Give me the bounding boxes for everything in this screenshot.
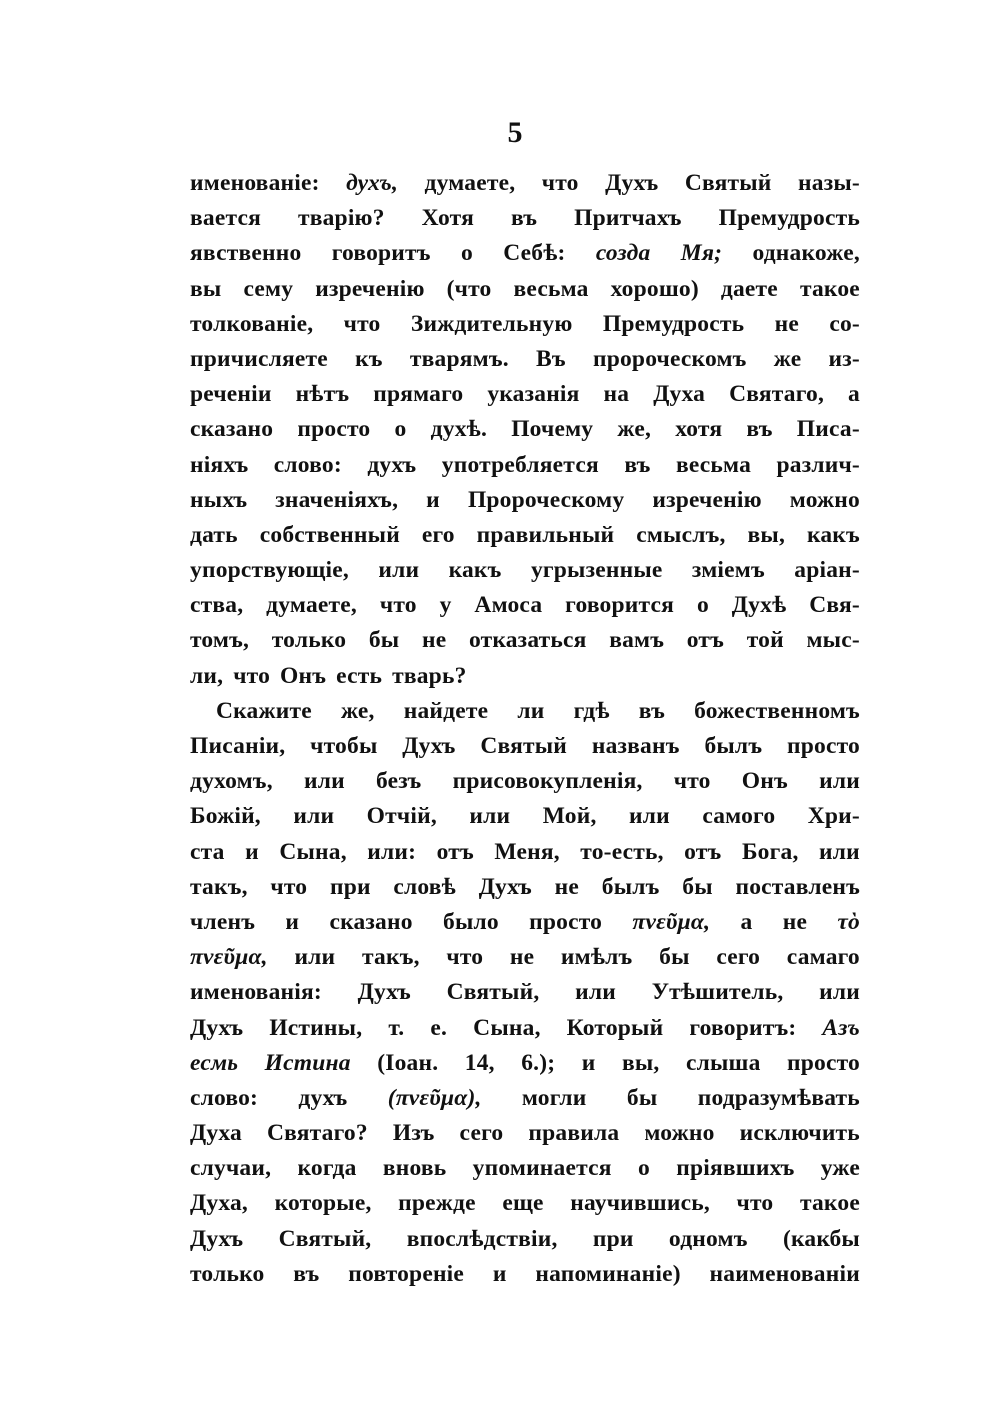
word: отказаться <box>468 627 587 654</box>
word: самаго <box>786 944 860 971</box>
word: вновь <box>382 1155 447 1182</box>
word: изреченію <box>315 275 425 302</box>
text-line <box>190 307 860 342</box>
word: той <box>746 627 784 654</box>
word: 6.); <box>521 1049 556 1076</box>
word: къ <box>355 345 383 372</box>
word: однакоже, <box>752 240 860 267</box>
word: Зиждительную <box>410 310 573 337</box>
word: думаете, <box>424 170 516 196</box>
word: въ <box>638 697 666 724</box>
word: просто <box>787 1049 860 1076</box>
word: бы <box>368 627 400 654</box>
text-line <box>190 729 860 764</box>
word: еще <box>502 1190 544 1217</box>
word: уже <box>820 1155 860 1182</box>
text-line <box>190 764 860 799</box>
word: и <box>492 1260 507 1287</box>
word: вы, <box>621 1049 660 1076</box>
word: не <box>509 944 535 971</box>
word: Мой, <box>542 803 597 830</box>
word: Притчахъ <box>574 205 682 232</box>
word: говоритъ <box>331 240 431 267</box>
word: Святаго? <box>266 1120 368 1147</box>
word: Святый, <box>446 979 540 1006</box>
word: Сына, <box>279 838 347 865</box>
word: 14, <box>464 1049 495 1076</box>
word: ли, <box>190 662 224 689</box>
word: Духъ <box>605 170 659 196</box>
text-line <box>190 483 860 518</box>
word: просто <box>529 908 603 935</box>
word: повтореніе <box>348 1260 465 1287</box>
text-line <box>190 694 860 729</box>
word: былъ <box>601 873 660 900</box>
text-line <box>190 870 860 905</box>
word: на <box>603 381 630 408</box>
word: есть <box>336 662 383 689</box>
word: что <box>541 170 579 196</box>
word: Истина <box>264 1049 351 1076</box>
text-line <box>190 975 860 1010</box>
word: или <box>293 803 335 830</box>
word: Святаго, <box>729 381 825 408</box>
word: впослѣдствіи, <box>406 1225 558 1252</box>
word: сего <box>716 944 761 971</box>
word: Мя; <box>680 240 723 267</box>
word: сказано <box>329 908 413 935</box>
word: только <box>271 627 347 654</box>
word: самого <box>702 803 776 830</box>
word: πνεῦμα, <box>190 944 268 971</box>
word: не <box>554 873 580 900</box>
page-number: 5 <box>507 116 523 149</box>
word: Премудрость <box>718 205 860 232</box>
word: есмь <box>190 1049 239 1076</box>
word: въ <box>293 1260 320 1287</box>
word: а <box>740 908 753 935</box>
word: было <box>443 908 499 935</box>
word: духѣ. <box>430 416 488 443</box>
text-line <box>190 342 860 377</box>
word: что <box>736 1190 774 1217</box>
word: весьма <box>675 451 752 478</box>
word: значеніяхъ, <box>275 486 399 513</box>
word: что <box>673 768 711 795</box>
word: из- <box>828 345 860 372</box>
word: подразумѣвать <box>697 1084 860 1111</box>
word: а <box>847 381 860 408</box>
word: или <box>469 803 511 830</box>
word: Духъ <box>190 1225 244 1252</box>
word: что <box>343 310 381 337</box>
word: духъ <box>298 1084 348 1111</box>
word: такое <box>799 1190 860 1217</box>
word: названъ <box>591 733 680 759</box>
word: ніяхъ <box>190 451 249 478</box>
word: Писаніи, <box>190 733 286 759</box>
word: напоминаніе) <box>535 1260 681 1287</box>
word: правила <box>528 1120 620 1147</box>
word: Скажите <box>216 697 312 724</box>
word: о <box>460 240 473 267</box>
word: чтобы <box>310 733 378 759</box>
word: мыс- <box>806 627 860 654</box>
word: или <box>378 557 420 584</box>
word: не <box>782 908 808 935</box>
word: смыслъ, <box>636 521 726 548</box>
word: могли <box>521 1084 587 1111</box>
text-line <box>190 1151 860 1186</box>
word: нѣтъ <box>295 381 350 408</box>
word: или <box>819 768 860 795</box>
word: духъ, <box>346 170 399 196</box>
word: Божій, <box>190 803 261 830</box>
word: вы, <box>747 521 786 548</box>
text-line <box>190 659 860 694</box>
word: что <box>270 873 308 900</box>
word: упоминается <box>472 1155 612 1182</box>
word: такъ, <box>190 873 248 900</box>
word: гдѣ <box>573 697 610 724</box>
word: духомъ, <box>190 768 273 795</box>
word: или <box>819 979 860 1006</box>
text-line <box>190 553 860 588</box>
word: аріан- <box>794 557 860 584</box>
word: при <box>329 873 371 900</box>
word: упорствующіе, <box>190 557 349 584</box>
word: Бога, <box>741 838 799 865</box>
word: прямаго <box>373 381 464 408</box>
text-line <box>190 799 860 834</box>
word: Духъ <box>478 873 532 900</box>
text-line <box>190 1116 860 1151</box>
word: Премудрость <box>602 310 745 337</box>
word: (Іоан. <box>377 1049 439 1076</box>
word: Свя- <box>809 592 860 619</box>
word: говоритъ: <box>689 1014 797 1041</box>
word: Духъ <box>357 979 411 1006</box>
text-line <box>190 1222 860 1257</box>
word: бы <box>626 1084 658 1111</box>
word: Писа- <box>796 416 860 443</box>
word: Амоса <box>474 592 543 619</box>
word: отъ <box>684 838 722 865</box>
word: ли <box>517 697 545 724</box>
word: сказано <box>190 416 274 443</box>
word: же, <box>617 416 652 443</box>
word: Онъ <box>741 768 788 795</box>
word: не <box>421 627 447 654</box>
word: реченіи <box>190 381 272 408</box>
word: Духа <box>190 1120 242 1147</box>
word: или <box>294 944 336 971</box>
word: Хри- <box>807 803 860 830</box>
word: Утѣшитель, <box>651 979 784 1006</box>
word: присовокупленія, <box>452 768 643 795</box>
word: Меня, <box>494 838 560 865</box>
word: Духѣ <box>731 592 787 619</box>
word: весьма <box>513 275 589 302</box>
word: Истины, <box>269 1014 363 1041</box>
word: со- <box>829 310 860 337</box>
word: былъ <box>704 733 763 759</box>
word: πνεῦμα, <box>632 908 711 935</box>
word: Духа, <box>190 1190 248 1217</box>
word: пріявшихъ <box>676 1155 795 1182</box>
word: тварію? <box>297 205 385 232</box>
word: бы <box>682 873 713 900</box>
word: научившись, <box>570 1190 710 1217</box>
word: и <box>245 838 259 865</box>
word: различ- <box>776 451 860 478</box>
word: же, <box>340 697 375 724</box>
word: о <box>394 416 407 443</box>
word: ста <box>190 838 225 865</box>
text-line <box>190 518 860 553</box>
text-line <box>190 1046 860 1081</box>
word: причисляете <box>190 345 328 372</box>
word: можно <box>644 1120 715 1147</box>
text-line <box>190 588 860 623</box>
word: томъ, <box>190 627 250 654</box>
word: Отчій, <box>366 803 437 830</box>
word: у <box>439 592 452 619</box>
word: просто <box>297 416 371 443</box>
text-line <box>190 835 860 870</box>
word: Святый, <box>278 1225 372 1252</box>
word: и <box>581 1049 596 1076</box>
word: указанія <box>487 381 580 408</box>
word: собственный <box>259 521 400 548</box>
word: найдете <box>403 697 489 724</box>
word: (какбы <box>782 1225 860 1252</box>
word: зміемъ <box>691 557 765 584</box>
word: божественномъ <box>694 697 860 724</box>
word: или <box>575 979 616 1006</box>
word: Себѣ: <box>503 240 566 267</box>
word: въ <box>746 416 773 443</box>
word: отъ <box>686 627 725 654</box>
word: слово: <box>273 451 342 478</box>
word: что <box>233 662 271 689</box>
body-text <box>190 166 860 1292</box>
word: Хотя <box>421 205 475 232</box>
word: Пророческому <box>467 486 625 513</box>
word: же <box>773 345 802 372</box>
word: бы <box>659 944 690 971</box>
word: только <box>190 1260 265 1287</box>
word: Который <box>566 1014 664 1041</box>
word: дать <box>190 521 238 548</box>
text-line <box>190 905 860 940</box>
word: въ <box>624 451 651 478</box>
word: не <box>774 310 799 337</box>
word: вамъ <box>609 627 665 654</box>
word: именованія: <box>190 979 322 1006</box>
text-line <box>190 236 860 271</box>
word: какъ <box>806 521 860 548</box>
word: безъ <box>376 768 422 795</box>
word: Святый <box>480 733 568 759</box>
word: случаи, <box>190 1155 272 1182</box>
word: духъ <box>367 451 417 478</box>
word: назы- <box>798 170 860 196</box>
word: которые, <box>274 1190 372 1217</box>
text-line <box>190 1186 860 1221</box>
word: такъ, <box>361 944 420 971</box>
word: о <box>638 1155 650 1182</box>
word: Сына, <box>473 1014 541 1041</box>
word: тварямъ. <box>409 345 509 372</box>
word: поставленъ <box>735 873 860 900</box>
word: исключить <box>739 1120 860 1147</box>
word: Духъ <box>402 733 456 759</box>
word: угрызенные <box>530 557 663 584</box>
word: сего <box>459 1120 504 1147</box>
text-line <box>190 448 860 483</box>
text-line <box>190 940 860 975</box>
word: слово: <box>190 1084 259 1111</box>
word: Почему <box>511 416 594 443</box>
word: Азъ <box>822 1014 860 1041</box>
text-line <box>190 377 860 412</box>
word: (что <box>446 275 492 302</box>
word: правильный <box>476 521 615 548</box>
word: или <box>819 838 860 865</box>
word: думаете, <box>266 592 357 619</box>
word: употребляется <box>441 451 599 478</box>
text-line <box>190 166 860 201</box>
word: просто <box>787 733 860 759</box>
word: (πνεῦμα), <box>387 1084 482 1111</box>
word: ства, <box>190 592 244 619</box>
word: какъ <box>448 557 502 584</box>
word: созда <box>595 240 651 267</box>
word: τὸ <box>837 908 860 935</box>
word: толкованіе, <box>190 310 314 337</box>
word: Духа <box>653 381 706 408</box>
word: слыша <box>685 1049 761 1076</box>
word: пророческомъ <box>592 345 747 372</box>
word: даете <box>720 275 778 302</box>
word: можно <box>789 486 860 513</box>
word: сему <box>243 275 294 302</box>
word: или: <box>367 838 417 865</box>
word: говорится <box>565 592 675 619</box>
text-line <box>190 412 860 447</box>
word: вается <box>190 205 262 232</box>
word: и <box>285 908 300 935</box>
word: е. <box>430 1014 448 1041</box>
word: тварь? <box>392 662 467 689</box>
text-line <box>190 1081 860 1116</box>
word: отъ <box>436 838 474 865</box>
word: Духъ <box>190 1014 244 1041</box>
word: или <box>303 768 345 795</box>
word: хотя <box>675 416 723 443</box>
word: что <box>379 592 417 619</box>
word: Святый <box>684 170 772 196</box>
word: Онъ <box>280 662 327 689</box>
word: и <box>426 486 440 513</box>
word: наименованіи <box>709 1260 860 1287</box>
word: именованіе: <box>190 170 320 196</box>
word: словѣ <box>393 873 456 900</box>
word: т. <box>388 1014 405 1041</box>
word: о <box>696 592 709 619</box>
word: имѣлъ <box>560 944 633 971</box>
word: что <box>446 944 484 971</box>
word: хорошо) <box>610 275 699 302</box>
text-line <box>190 623 860 658</box>
word: или <box>628 803 670 830</box>
word: его <box>421 521 455 548</box>
word: вы <box>190 275 222 302</box>
word: въ <box>510 205 538 232</box>
word: то-есть, <box>580 838 664 865</box>
word: изреченію <box>652 486 762 513</box>
word: такое <box>799 275 860 302</box>
text-line <box>190 272 860 307</box>
word: прежде <box>398 1190 476 1217</box>
word: когда <box>297 1155 357 1182</box>
text-line <box>190 1011 860 1046</box>
word: при <box>592 1225 634 1252</box>
word: Изъ <box>392 1120 435 1147</box>
word: членъ <box>190 908 256 935</box>
text-line <box>190 1257 860 1292</box>
word: явственно <box>190 240 302 267</box>
word: Въ <box>536 345 566 372</box>
word: ныхъ <box>190 486 248 513</box>
text-line <box>190 201 860 236</box>
word: одномъ <box>668 1225 748 1252</box>
